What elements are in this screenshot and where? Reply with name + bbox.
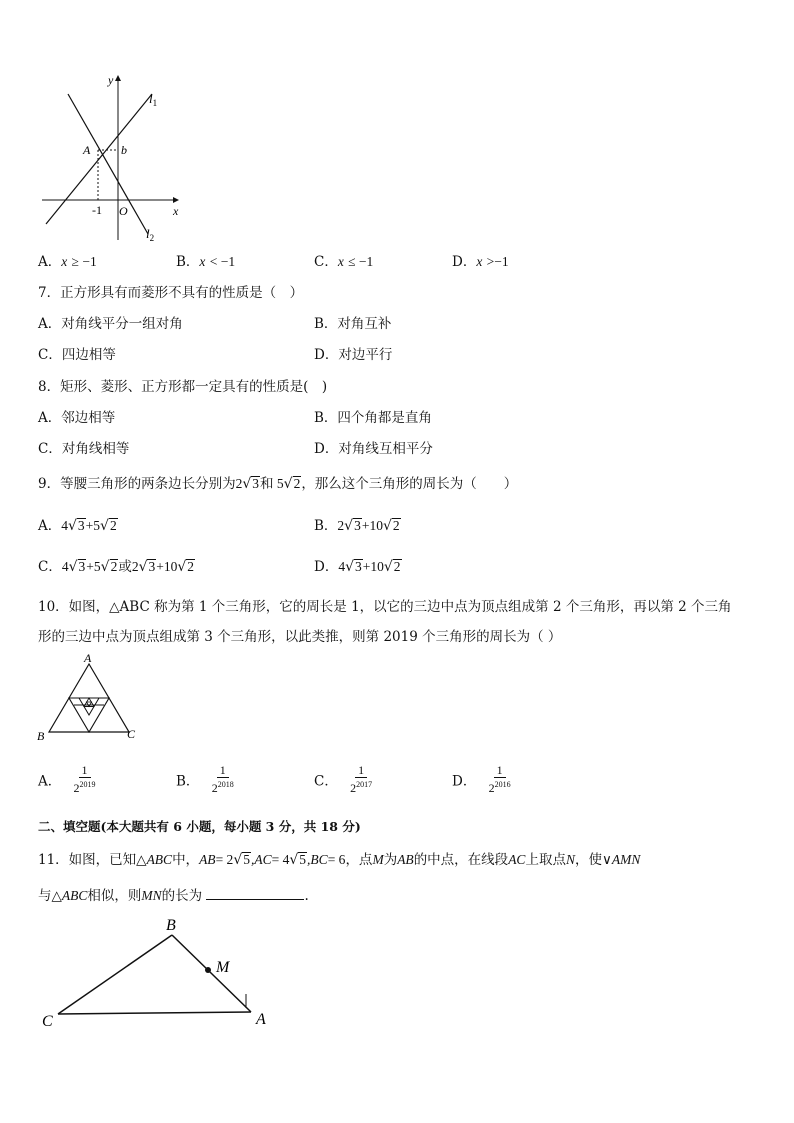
q6-option-b: B．x < −1 (176, 254, 236, 270)
q9-option-b: B．2√3+10√2 (314, 518, 400, 534)
q6-option-c: C．x ≤ −1 (314, 254, 374, 270)
line-l2-label: $l_2$ (146, 226, 155, 243)
q8-option-d: D．对角线互相平分 (314, 441, 433, 457)
lines-graph-figure (36, 72, 196, 244)
q6-option-a: A．x ≥ −1 (38, 254, 97, 270)
q7-option-a: A．对角线平分一组对角 (38, 316, 183, 332)
q7-option-b: B．对角互补 (314, 316, 392, 332)
q10-stem-line2: 形的三边中点为顶点组成第 3 个三角形，以此类推，则第 2019 个三角形的周长为（ ） (38, 629, 562, 645)
triangle-vertex-a: A (84, 652, 92, 665)
q9-option-a: A．4√3+5√2 (38, 518, 117, 534)
q10-stem-line1: 10．如图，△ABC 称为第 1 个三角形，它的周长是 1，以它的三边中点为顶点组成第 2 个三角形，再以第 2 个三角 (38, 599, 732, 615)
q9-option-c: C．4√3+5√2或2√3+10√2 (38, 559, 195, 575)
vertex-a-label: A (256, 1011, 266, 1028)
q11-answer-blank[interactable] (206, 887, 304, 900)
triangle-vertex-b: B (37, 729, 45, 743)
axis-y-label: y (108, 73, 114, 87)
q6-option-d: D．x >−1 (452, 254, 509, 270)
neg1-label: -1 (92, 203, 102, 217)
q9-stem: 9．等腰三角形的两条边长分别为2√3和 5√2，那么这个三角形的周长为（ ） (38, 476, 518, 492)
nested-triangles-figure (34, 652, 144, 744)
q11-stem-line1: 11．如图，已知△ABC中，AB= 2√5,AC= 4√5,BC= 6，点M为AB的中点，在线段AC上取点N，使∨AMN (38, 852, 641, 868)
point-a-label: A (83, 143, 91, 157)
q7-stem: 7．正方形具有而菱形不具有的性质是（ ） (38, 285, 304, 301)
q10-option-d: D． $\frac{1}{2^{2016}}$ (452, 763, 511, 795)
q8-option-a: A．邻边相等 (38, 410, 116, 426)
origin-label: O (119, 204, 128, 218)
axis-x-label: x (173, 204, 179, 218)
q9-option-d: D．4√3+10√2 (314, 559, 401, 575)
q8-option-b: B．四个角都是直角 (314, 410, 432, 426)
q11-stem-line2: 与△ABC相似，则MN的长为 . (38, 888, 309, 904)
point-m-label: M (216, 959, 230, 976)
q7-option-d: D．对边平行 (314, 347, 393, 363)
q10-option-c: C． $\frac{1}{2^{2017}}$ (314, 763, 373, 795)
q8-stem: 8．矩形、菱形、正方形都一定具有的性质是( ) (38, 379, 328, 395)
triangle-abc-figure (36, 912, 286, 1036)
b-label: b (121, 143, 127, 157)
vertex-c-label: C (42, 1013, 53, 1030)
q10-option-a: A． $\frac{1}{2^{2019}}$ (38, 763, 96, 795)
vertex-b-label: B (166, 917, 176, 934)
q8-option-c: C．对角线相等 (38, 441, 130, 457)
section-2-heading: 二、填空题(本大题共有 6 小题，每小题 3 分，共 18 分) (38, 819, 361, 834)
triangle-vertex-c: C (127, 727, 136, 741)
line-l1-label: $l_1$ (149, 91, 158, 108)
q7-option-c: C．四边相等 (38, 347, 116, 363)
q10-option-b: B． $\frac{1}{2^{2018}}$ (176, 763, 234, 795)
